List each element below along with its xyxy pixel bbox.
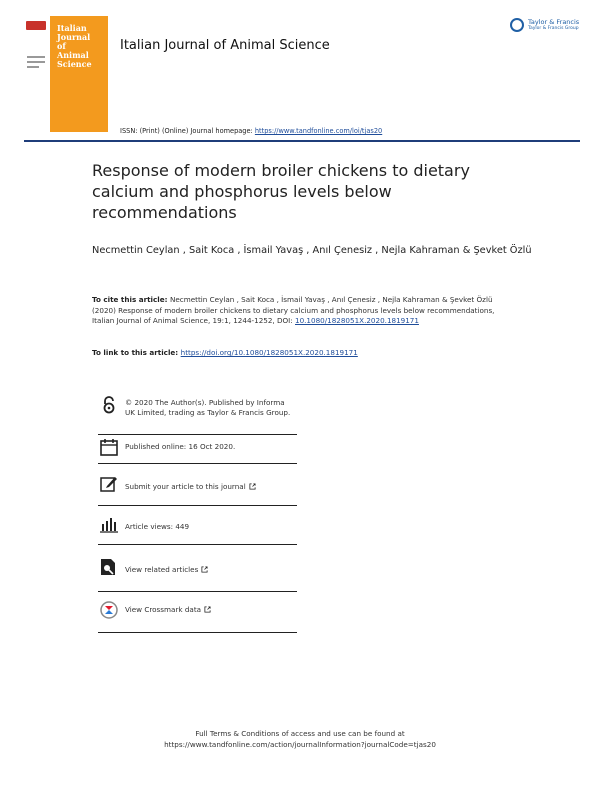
publisher-logo-text: Taylor & Francis: [528, 18, 580, 26]
doi-link[interactable]: 10.1080/1828051X.2020.1819171: [295, 316, 419, 326]
article-authors: Necmettin Ceylan , Sait Koca , İsmail Yavaş , Anıl Çenesiz , Nejla Kahraman & Şevket Özlü: [92, 245, 532, 256]
journal-cover: [24, 16, 108, 132]
article-views-text: Article views: 449: [125, 522, 190, 531]
edit-icon: [100, 475, 118, 493]
submit-label: Submit your article to this journal: [125, 482, 246, 491]
cover-mini-line: [27, 61, 45, 63]
article-link[interactable]: https://doi.org/10.1080/1828051X.2020.1819171: [180, 348, 358, 357]
cover-logo: [26, 21, 46, 30]
submit-row[interactable]: [98, 463, 297, 506]
footer-line-2[interactable]: https://www.tandfonline.com/action/journalInformation?journalCode=tjas20: [164, 740, 436, 749]
cover-mini-line: [27, 66, 39, 68]
journal-title: Italian Journal of Animal Science: [120, 38, 330, 53]
related-label: View related articles: [125, 565, 199, 574]
footer-line-1: Full Terms & Conditions of access and use can be found at: [195, 729, 405, 738]
cover-title: Italian Journal of Animal Science: [57, 23, 92, 69]
cite-text: Necmettin Ceylan , Sait Koca , İsmail Yavaş , Anıl Çenesiz , Nejla Kahraman & Şevket Özlü (2020) Response of modern broiler chickens to dietary calcium and phosphorus levels below recommendations, Italian Journal of Animal Science, 19:1, 1244-1252, DOI:: [92, 295, 495, 326]
bar-chart-icon: [100, 515, 118, 533]
external-link-icon: [201, 566, 208, 573]
crossmark-row[interactable]: [98, 591, 297, 633]
issn-text: ISSN: (Print) (Online) Journal homepage:: [120, 127, 255, 135]
published-row: [98, 434, 297, 464]
cover-mini-line: [27, 56, 45, 58]
crossmark-text: [125, 605, 211, 615]
external-link-icon: [249, 483, 256, 490]
journal-homepage-link[interactable]: https://www.tandfonline.com/loi/tjas20: [254, 127, 383, 135]
related-row[interactable]: [98, 544, 297, 592]
open-access-row: [98, 390, 297, 435]
calendar-icon: [100, 438, 118, 456]
publisher-logo-icon: [510, 18, 524, 32]
article-title: Response of modern broiler chickens to dietary calcium and phosphorus levels below recommendations: [92, 161, 470, 222]
related-text: [125, 565, 208, 575]
published-online-text: Published online: 16 Oct 2020.: [125, 442, 236, 451]
footer: [0, 728, 600, 750]
crossmark-icon: [100, 601, 118, 619]
crossmark-label: View Crossmark data: [125, 605, 202, 614]
external-link-icon: [204, 606, 211, 613]
open-access-icon: [100, 396, 118, 414]
open-access-text: © 2020 The Author(s). Published by Informa UK Limited, trading as Taylor & Francis Group.: [125, 398, 291, 417]
article-link-line: [92, 348, 358, 357]
publisher-logo: [510, 17, 588, 35]
search-document-icon: [100, 558, 118, 576]
cover-strip: [24, 16, 50, 132]
cite-label: To cite this article:: [92, 295, 170, 304]
header-rule: [24, 140, 580, 142]
submit-text: [125, 482, 256, 492]
issn-line: [120, 127, 382, 135]
publisher-logo-subtext: Taylor & Francis Group: [528, 26, 579, 31]
views-row: [98, 505, 297, 545]
citation: [92, 295, 510, 327]
link-label: To link to this article:: [92, 348, 181, 357]
